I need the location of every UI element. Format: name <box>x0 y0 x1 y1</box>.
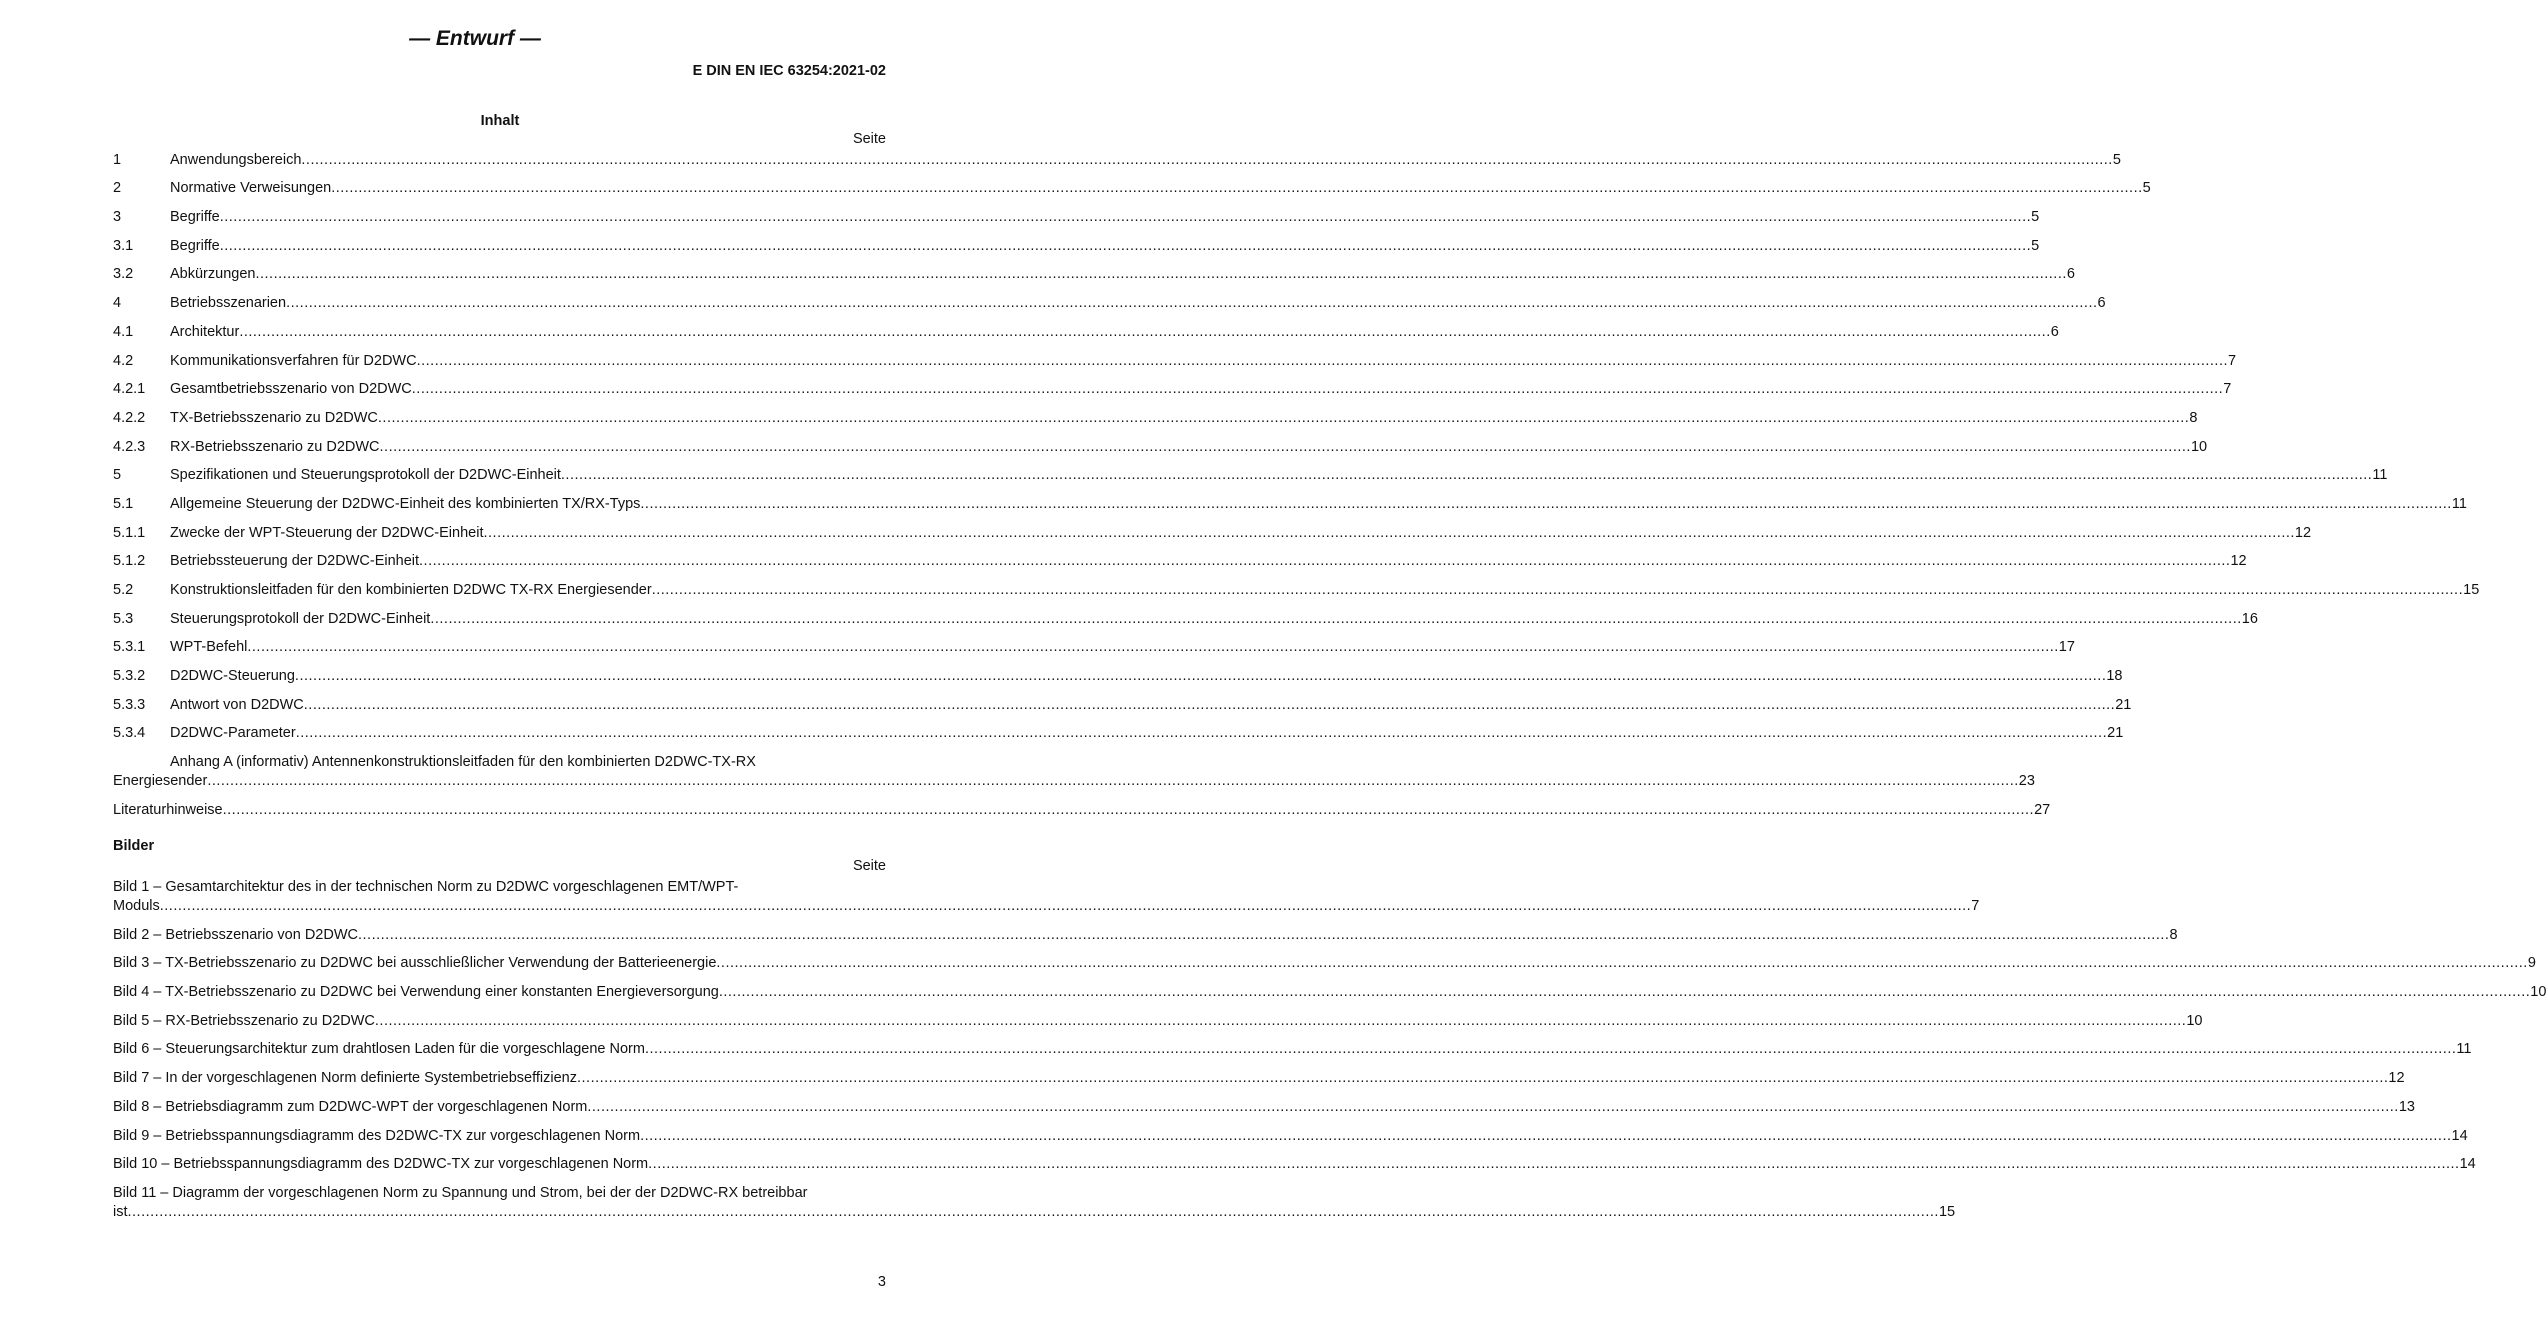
entry-page: 27 <box>2034 802 2051 819</box>
entry-page: 21 <box>2107 725 2124 742</box>
page-number: 3 <box>877 1274 886 1290</box>
list-item[interactable] <box>113 571 2480 600</box>
dot-leader: ................................................................................................................................................................................................................................................................................................................................................................................................................ <box>222 802 2035 819</box>
entry-page: 5 <box>2142 180 2151 197</box>
entry-title: Kommunikationsverfahren für D2DWC <box>170 352 417 369</box>
entry-number: 4.1 <box>113 323 134 340</box>
entry-title: Abkürzungen <box>170 266 256 283</box>
entry-line <box>113 772 2035 791</box>
list-item[interactable] <box>113 600 2258 629</box>
table-of-contents <box>113 141 2480 820</box>
entry-title: Begriffe <box>170 209 220 226</box>
entry-number: 4 <box>113 295 122 312</box>
dot-leader: ................................................................................................................................................................................................................................................................................................................................................................................................................ <box>419 553 2231 570</box>
entry-line <box>113 897 1980 916</box>
dot-leader: ................................................................................................................................................................................................................................................................................................................................................................................................................ <box>718 984 2531 1001</box>
list-item[interactable] <box>113 973 2546 1002</box>
entry-title: Zwecke der WPT-Steuerung der D2DWC-Einheit <box>170 524 484 541</box>
dot-leader: ................................................................................................................................................................................................................................................................................................................................................................................................................ <box>127 1204 1939 1221</box>
entry-page: 17 <box>2058 639 2075 656</box>
list-item[interactable] <box>113 141 2121 170</box>
entry-title: Bild 11 – Diagramm der vorgeschlagenen Norm zu Spannung und Strom, bei der der D2DWC-RX betreibbar <box>113 1185 808 1202</box>
entry-number: 5.1 <box>113 495 134 512</box>
dot-leader: ................................................................................................................................................................................................................................................................................................................................................................................................................ <box>644 1041 2457 1058</box>
dot-leader: ................................................................................................................................................................................................................................................................................................................................................................................................................ <box>716 955 2528 972</box>
entry-title: WPT-Befehl <box>170 639 248 656</box>
entry-number: 2 <box>113 180 122 197</box>
list-of-figures <box>113 868 2546 1222</box>
entry-title: Bild 2 – Betriebsszenario von D2DWC <box>113 926 358 943</box>
dot-leader: ................................................................................................................................................................................................................................................................................................................................................................................................................ <box>416 352 2229 369</box>
dot-leader: ................................................................................................................................................................................................................................................................................................................................................................................................................ <box>219 209 2032 226</box>
list-item[interactable] <box>113 657 2123 686</box>
dot-leader: ................................................................................................................................................................................................................................................................................................................................................................................................................ <box>560 467 2373 484</box>
entry-page: 5 <box>2031 209 2040 226</box>
list-item[interactable] <box>113 1174 1956 1222</box>
entry-page: 11 <box>2372 467 2388 484</box>
list-item[interactable] <box>113 342 2237 371</box>
entry-title: Betriebssteuerung der D2DWC-Einheit <box>170 553 420 570</box>
list-item[interactable] <box>113 371 2232 400</box>
entry-page: 6 <box>2050 323 2059 340</box>
entry-title: Bild 4 – TX-Betriebsszenario zu D2DWC bei Verwendung einer konstanten Energieversorgung <box>113 984 719 1001</box>
dot-leader: ................................................................................................................................................................................................................................................................................................................................................................................................................ <box>374 1012 2187 1029</box>
list-item[interactable] <box>113 485 2467 514</box>
entry-number: 4.2.1 <box>113 381 146 398</box>
list-item[interactable] <box>113 629 2075 658</box>
entry-title: TX-Betriebsszenario zu D2DWC <box>170 409 378 426</box>
list-item[interactable] <box>113 313 2059 342</box>
entry-title: Antwort von D2DWC <box>170 696 304 713</box>
dot-leader: ................................................................................................................................................................................................................................................................................................................................................................................................................ <box>295 725 2108 742</box>
entry-title: Betriebsszenarien <box>170 295 287 312</box>
entry-title: Anwendungsbereich <box>170 151 302 168</box>
draft-watermark-title: — Entwurf — <box>409 27 541 50</box>
figures-page-label: Seite <box>852 858 886 874</box>
entry-number: 5.3.3 <box>113 696 146 713</box>
dot-leader: ................................................................................................................................................................................................................................................................................................................................................................................................................ <box>331 180 2143 197</box>
entry-page: 14 <box>2459 1156 2476 1173</box>
list-item[interactable] <box>113 715 2124 744</box>
entry-title: Bild 3 – TX-Betriebsszenario zu D2DWC bei ausschließlicher Verwendung der Batterieenergie <box>113 955 717 972</box>
entry-page: 10 <box>2530 984 2546 1001</box>
dot-leader: ................................................................................................................................................................................................................................................................................................................................................................................................................ <box>377 409 2190 426</box>
entry-page: 8 <box>2189 409 2198 426</box>
entry-page: 10 <box>2190 438 2208 455</box>
entry-title: Architektur <box>170 323 240 340</box>
entry-number: 5.1.2 <box>113 553 146 570</box>
entry-title: Bild 1 – Gesamtarchitektur des in der technischen Norm zu D2DWC vorgeschlagenen EMT/WPT- <box>113 879 739 895</box>
entry-page: 5 <box>2112 151 2121 168</box>
entry-page: 7 <box>2223 381 2232 398</box>
entry-title: Konstruktionsleitfaden für den kombinierten D2DWC TX-RX Energiesender <box>170 582 652 598</box>
list-item[interactable] <box>113 743 2035 791</box>
entry-page: 13 <box>2398 1098 2415 1115</box>
dot-leader: ................................................................................................................................................................................................................................................................................................................................................................................................................ <box>358 926 2170 943</box>
entry-title: Bild 9 – Betriebsspannungsdiagramm des D2DWC-TX zur vorgeschlagenen Norm <box>113 1127 641 1144</box>
list-item[interactable] <box>113 916 2178 945</box>
entry-number: 5 <box>113 467 122 484</box>
dot-leader: ................................................................................................................................................................................................................................................................................................................................................................................................................ <box>219 237 2032 254</box>
dot-leader: ................................................................................................................................................................................................................................................................................................................................................................................................................ <box>640 1127 2452 1144</box>
entry-page: 7 <box>1971 898 1980 914</box>
list-item[interactable] <box>113 198 2040 227</box>
entry-page: 6 <box>2066 266 2075 283</box>
dot-leader: ................................................................................................................................................................................................................................................................................................................................................................................................................ <box>651 582 2464 598</box>
entry-number: 1 <box>113 151 122 168</box>
entry-line <box>113 878 886 897</box>
entry-number: 4.2.3 <box>113 438 146 455</box>
entry-page: 14 <box>2451 1127 2468 1144</box>
entry-page: 12 <box>2388 1070 2405 1087</box>
entry-title: Bild 7 – In der vorgeschlagenen Norm definierte Systembetriebseffizienz <box>113 1070 577 1087</box>
dot-leader: ................................................................................................................................................................................................................................................................................................................................................................................................................ <box>576 1070 2389 1087</box>
toc-page-label: Seite <box>852 131 886 147</box>
entry-title: Anhang A (informativ) Antennenkonstruktionsleitfaden für den kombinierten D2DWC-TX-RX <box>170 754 756 771</box>
entry-title-continued: Energiesender <box>113 773 208 790</box>
figures-heading: Bilder <box>113 838 155 854</box>
entry-page: 6 <box>2097 295 2106 312</box>
entry-number: 3 <box>113 209 122 226</box>
entry-title: Bild 10 – Betriebsspannungsdiagramm des D2DWC-TX zur vorgeschlagenen Norm <box>113 1156 649 1173</box>
entry-page: 15 <box>1938 1204 1956 1221</box>
list-item[interactable] <box>113 457 2388 486</box>
dot-leader: ................................................................................................................................................................................................................................................................................................................................................................................................................ <box>430 610 2242 627</box>
entry-title-continued: Moduls <box>113 898 160 914</box>
list-item[interactable] <box>113 170 2151 199</box>
entry-title: Steuerungsprotokoll der D2DWC-Einheit <box>170 610 431 627</box>
list-item[interactable] <box>113 1059 2405 1088</box>
list-item[interactable] <box>113 1146 2476 1175</box>
entry-line <box>113 1184 886 1203</box>
dot-leader: ................................................................................................................................................................................................................................................................................................................................................................................................................ <box>303 696 2116 713</box>
entry-title: Bild 6 – Steuerungsarchitektur zum drahtlosen Laden für die vorgeschlagene Norm <box>113 1041 645 1058</box>
entry-title: Spezifikationen und Steuerungsprotokoll der D2DWC-Einheit <box>170 467 561 484</box>
list-item[interactable] <box>113 1031 2472 1060</box>
dot-leader: ................................................................................................................................................................................................................................................................................................................................................................................................................ <box>379 438 2191 455</box>
entry-title: Begriffe <box>170 237 220 254</box>
toc-heading: Inhalt <box>480 113 520 129</box>
entry-title: D2DWC-Steuerung <box>170 668 295 685</box>
dot-leader: ................................................................................................................................................................................................................................................................................................................................................................................................................ <box>207 773 2019 790</box>
list-item[interactable] <box>113 514 2312 543</box>
entry-page: 9 <box>2527 955 2536 972</box>
entry-number: 3.2 <box>113 266 134 283</box>
dot-leader: ................................................................................................................................................................................................................................................................................................................................................................................................................ <box>483 524 2295 541</box>
entry-title: Allgemeine Steuerung der D2DWC-Einheit des kombinierten TX/RX-Typs <box>170 495 641 512</box>
dot-leader: ................................................................................................................................................................................................................................................................................................................................................................................................................ <box>640 495 2452 512</box>
dot-leader: ................................................................................................................................................................................................................................................................................................................................................................................................................ <box>648 1156 2460 1173</box>
entry-number: 3.1 <box>113 237 134 254</box>
list-item[interactable] <box>113 227 2040 256</box>
list-item[interactable] <box>113 791 2051 820</box>
dot-leader: ................................................................................................................................................................................................................................................................................................................................................................................................................ <box>587 1098 2399 1115</box>
entry-number: 4.2 <box>113 352 134 369</box>
document-id: E DIN EN IEC 63254:2021-02 <box>692 63 886 79</box>
entry-title: Normative Verweisungen <box>170 180 332 197</box>
list-item[interactable] <box>113 1088 2415 1117</box>
list-item[interactable] <box>113 945 2536 974</box>
entry-page: 11 <box>2451 495 2467 512</box>
entry-page: 7 <box>2228 352 2237 369</box>
list-item[interactable] <box>113 686 2132 715</box>
entry-number: 5.1.1 <box>113 524 146 541</box>
entry-line <box>113 1203 1956 1222</box>
entry-number: 5.2 <box>113 582 134 598</box>
dot-leader: ................................................................................................................................................................................................................................................................................................................................................................................................................ <box>255 266 2067 283</box>
entry-number: 5.3 <box>113 610 134 627</box>
dot-leader: ................................................................................................................................................................................................................................................................................................................................................................................................................ <box>301 151 2113 168</box>
entry-title: D2DWC-Parameter <box>170 725 296 742</box>
dot-leader: ................................................................................................................................................................................................................................................................................................................................................................................................................ <box>411 381 2224 398</box>
entry-title: Literaturhinweise <box>113 802 223 819</box>
entry-page: 11 <box>2456 1041 2472 1058</box>
entry-page: 15 <box>2463 582 2480 598</box>
entry-title: Bild 8 – Betriebsdiagramm zum D2DWC-WPT der vorgeschlagenen Norm <box>113 1098 588 1115</box>
entry-number: 5.3.1 <box>113 639 146 656</box>
entry-page: 5 <box>2031 237 2040 254</box>
entry-page: 10 <box>2186 1012 2203 1029</box>
entry-page: 12 <box>2294 524 2312 541</box>
dot-leader: ................................................................................................................................................................................................................................................................................................................................................................................................................ <box>294 668 2107 685</box>
entry-line <box>113 753 886 772</box>
entry-page: 12 <box>2230 553 2247 570</box>
dot-leader: ................................................................................................................................................................................................................................................................................................................................................................................................................ <box>239 323 2051 340</box>
entry-page: 16 <box>2241 610 2258 627</box>
entry-page: 21 <box>2115 696 2132 713</box>
dot-leader: ................................................................................................................................................................................................................................................................................................................................................................................................................ <box>286 295 2098 312</box>
list-item[interactable] <box>113 868 1980 916</box>
dot-leader: ................................................................................................................................................................................................................................................................................................................................................................................................................ <box>247 639 2059 656</box>
list-item[interactable] <box>113 256 2075 285</box>
entry-page: 18 <box>2106 668 2123 685</box>
entry-title: RX-Betriebsszenario zu D2DWC <box>170 438 380 455</box>
entry-number: 4.2.2 <box>113 409 146 426</box>
entry-number: 5.3.2 <box>113 668 146 685</box>
entry-title: Gesamtbetriebsszenario von D2DWC <box>170 381 412 398</box>
list-item[interactable] <box>113 1002 2203 1031</box>
dot-leader: ................................................................................................................................................................................................................................................................................................................................................................................................................ <box>159 898 1972 914</box>
entry-title-continued: ist <box>113 1204 128 1221</box>
entry-title: Bild 5 – RX-Betriebsszenario zu D2DWC <box>113 1012 375 1029</box>
entry-page: 23 <box>2018 773 2035 790</box>
entry-number: 5.3.4 <box>113 725 146 742</box>
entry-page: 8 <box>2169 926 2178 943</box>
list-item[interactable] <box>113 399 2198 428</box>
list-item[interactable] <box>113 543 2247 572</box>
list-item[interactable] <box>113 428 2208 457</box>
list-item[interactable] <box>113 284 2106 313</box>
list-item[interactable] <box>113 1117 2468 1146</box>
